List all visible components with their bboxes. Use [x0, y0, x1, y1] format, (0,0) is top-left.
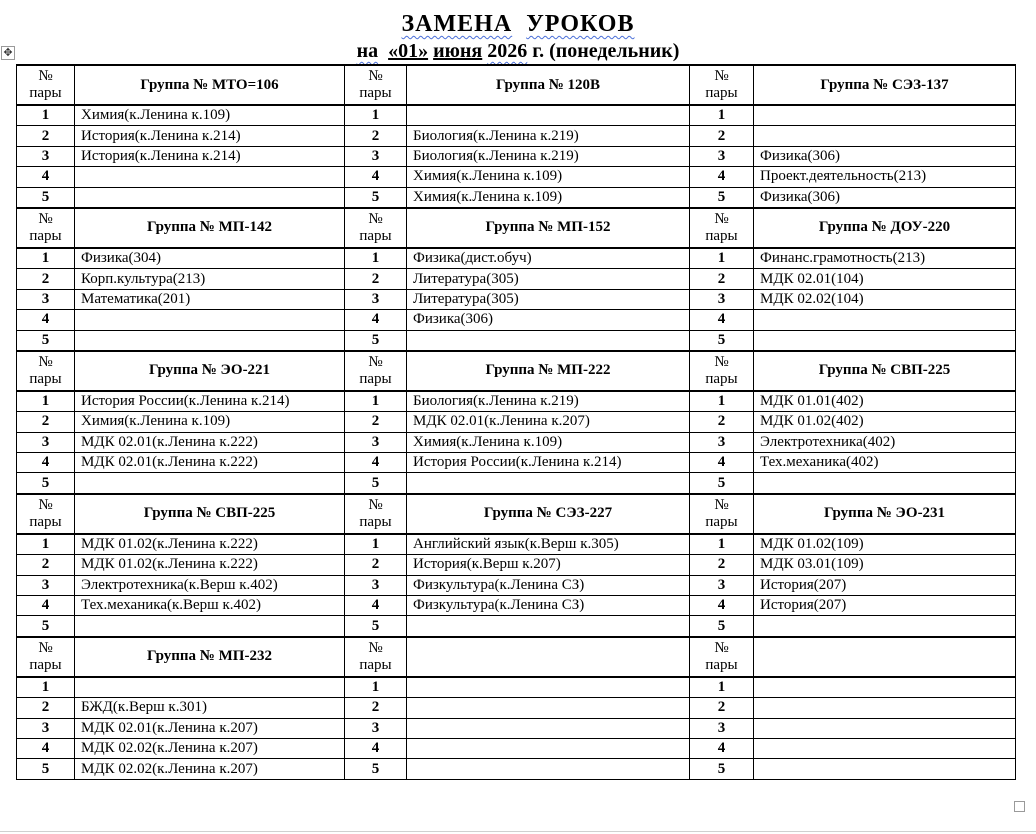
table-row: [17, 698, 1016, 718]
pair-number-header: [17, 65, 75, 105]
pair-number-label: пары: [705, 513, 738, 530]
pair-number: 1: [690, 677, 754, 698]
pair-number-label: №: [714, 353, 729, 370]
table-row: [17, 146, 1016, 166]
group-title: Группа № ЭО-221: [75, 351, 345, 391]
pair-number: 4: [17, 596, 75, 616]
pair-number: 1: [345, 534, 407, 555]
pair-number: 5: [17, 759, 75, 779]
lesson-cell: Физика(306): [407, 310, 690, 330]
lesson-cell: МДК 01.02(к.Ленина к.222): [75, 534, 345, 555]
table-row: [17, 596, 1016, 616]
group-header-row: [17, 208, 1016, 248]
pair-number: 2: [690, 412, 754, 432]
lesson-cell: Корп.культура(213): [75, 269, 345, 289]
lesson-cell: Тех.механика(402): [754, 453, 1016, 473]
group-title: Группа № ЭО-231: [754, 494, 1016, 534]
lesson-cell: [407, 473, 690, 494]
lesson-cell: [407, 718, 690, 738]
pair-number-header: [345, 494, 407, 534]
pair-number-label: пары: [359, 227, 392, 244]
pair-number: 4: [17, 738, 75, 758]
table-row: [17, 167, 1016, 187]
pair-number: 2: [17, 126, 75, 146]
pair-number-label: №: [714, 639, 729, 656]
table-row: [17, 432, 1016, 452]
lesson-cell: МДК 02.01(к.Ленина к.207): [407, 412, 690, 432]
title-word-2: УРОКОВ: [526, 11, 635, 37]
lesson-cell: [407, 738, 690, 758]
group-header-row: [17, 494, 1016, 534]
lesson-cell: Биология(к.Ленина к.219): [407, 126, 690, 146]
pair-number: 3: [690, 432, 754, 452]
lesson-cell: МДК 02.02(к.Ленина к.207): [75, 759, 345, 779]
pair-number-header: [690, 637, 754, 677]
lesson-cell: МДК 01.01(402): [754, 391, 1016, 412]
lesson-cell: МДК 02.02(к.Ленина к.207): [75, 738, 345, 758]
pair-number-header: [17, 208, 75, 248]
table-row: [17, 738, 1016, 758]
lesson-cell: Литература(305): [407, 289, 690, 309]
table-row: [17, 105, 1016, 126]
pair-number: 3: [17, 289, 75, 309]
pair-number-label: пары: [29, 227, 62, 244]
group-title: Группа № МП-142: [75, 208, 345, 248]
resize-handle-icon[interactable]: [1014, 801, 1025, 812]
pair-number-label: №: [368, 68, 383, 84]
lesson-cell: МДК 01.02(109): [754, 534, 1016, 555]
pair-number-label: пары: [705, 227, 738, 244]
pair-number: 4: [17, 167, 75, 187]
pair-number: 5: [17, 187, 75, 208]
pair-number: 2: [690, 555, 754, 575]
pair-number: 2: [690, 698, 754, 718]
lesson-cell: [754, 718, 1016, 738]
pair-number-label: №: [368, 496, 383, 513]
pair-number-label: №: [38, 639, 53, 656]
pair-number: 4: [17, 453, 75, 473]
pair-number: 5: [690, 473, 754, 494]
lesson-cell: [754, 738, 1016, 758]
pair-number: 5: [690, 616, 754, 637]
group-title: Группа № СВП-225: [75, 494, 345, 534]
lesson-cell: Электротехника(к.Верш к.402): [75, 575, 345, 595]
pair-number: 1: [345, 391, 407, 412]
lesson-cell: Физика(304): [75, 248, 345, 269]
lesson-cell: Финанс.грамотность(213): [754, 248, 1016, 269]
pair-number: 5: [17, 616, 75, 637]
pair-number: 3: [690, 575, 754, 595]
table-row: [17, 534, 1016, 555]
lesson-cell: История(207): [754, 575, 1016, 595]
pair-number-label: пары: [29, 370, 62, 387]
pair-number: 2: [690, 126, 754, 146]
pair-number: 4: [690, 738, 754, 758]
pair-number: 5: [690, 187, 754, 208]
subtitle-year: 2026: [487, 40, 528, 62]
group-header-row: [17, 637, 1016, 677]
lesson-cell: [407, 105, 690, 126]
group-title: Группа № СЭЗ-137: [754, 65, 1016, 105]
lesson-cell: Химия(к.Ленина к.109): [75, 412, 345, 432]
pair-number: 5: [345, 616, 407, 637]
lesson-cell: История России(к.Ленина к.214): [75, 391, 345, 412]
lesson-cell: Физика(306): [754, 187, 1016, 208]
pair-number: 2: [17, 412, 75, 432]
pair-number: 4: [690, 596, 754, 616]
pair-number-label: №: [368, 639, 383, 656]
lesson-cell: Математика(201): [75, 289, 345, 309]
subtitle-rest: г. (понедельник): [532, 40, 680, 62]
pair-number: 3: [345, 575, 407, 595]
pair-number: 2: [345, 555, 407, 575]
table-row: [17, 677, 1016, 698]
lesson-cell: [407, 698, 690, 718]
pair-number: 3: [345, 718, 407, 738]
document-title: [0, 10, 1036, 38]
pair-number-label: пары: [29, 656, 62, 673]
pair-number: 4: [345, 596, 407, 616]
pair-number: 2: [345, 698, 407, 718]
table-row: [17, 391, 1016, 412]
pair-number-label: пары: [29, 85, 62, 101]
pair-number: 5: [345, 473, 407, 494]
table-row: [17, 330, 1016, 351]
lesson-cell: Химия(к.Ленина к.109): [75, 105, 345, 126]
lesson-cell: Биология(к.Ленина к.219): [407, 146, 690, 166]
lesson-cell: Электротехника(402): [754, 432, 1016, 452]
table-row: [17, 575, 1016, 595]
pair-number-header: [17, 637, 75, 677]
pair-number-label: №: [368, 210, 383, 227]
pair-number-label: №: [368, 353, 383, 370]
pair-number: 1: [17, 248, 75, 269]
pair-number-label: №: [38, 210, 53, 227]
pair-number-label: пары: [705, 85, 738, 101]
group-title: Группа № МТО=106: [75, 65, 345, 105]
lesson-cell: МДК 02.01(к.Ленина к.222): [75, 432, 345, 452]
lesson-cell: МДК 01.02(к.Ленина к.222): [75, 555, 345, 575]
pair-number: 4: [17, 310, 75, 330]
subtitle-month: июня: [433, 40, 483, 62]
table-row: [17, 759, 1016, 779]
lesson-cell: БЖД(к.Верш к.301): [75, 698, 345, 718]
pair-number: 4: [345, 738, 407, 758]
pair-number: 1: [690, 105, 754, 126]
group-title: Группа № МП-232: [75, 637, 345, 677]
pair-number-header: [345, 637, 407, 677]
lesson-cell: Химия(к.Ленина к.109): [407, 187, 690, 208]
table-row: [17, 126, 1016, 146]
pair-number-header: [345, 208, 407, 248]
lesson-cell: [75, 677, 345, 698]
lesson-cell: [75, 310, 345, 330]
pair-number-header: [690, 65, 754, 105]
lesson-cell: Химия(к.Ленина к.109): [407, 432, 690, 452]
group-header-row: [17, 65, 1016, 105]
pair-number: 3: [17, 432, 75, 452]
group-title: [754, 637, 1016, 677]
lesson-cell: [754, 698, 1016, 718]
table-row: [17, 555, 1016, 575]
table-row: [17, 718, 1016, 738]
group-title: Группа № МП-152: [407, 208, 690, 248]
lesson-cell: [75, 473, 345, 494]
pair-number: 1: [345, 248, 407, 269]
pair-number-label: пары: [359, 370, 392, 387]
lesson-cell: Химия(к.Ленина к.109): [407, 167, 690, 187]
pair-number: 5: [345, 330, 407, 351]
pair-number: 3: [345, 146, 407, 166]
lesson-cell: История(207): [754, 596, 1016, 616]
pair-number: 4: [345, 453, 407, 473]
pair-number-label: пары: [359, 85, 392, 101]
pair-number: 2: [17, 555, 75, 575]
table-row: [17, 453, 1016, 473]
pair-number: 1: [690, 248, 754, 269]
pair-number: 5: [690, 330, 754, 351]
group-title: Группа № ДОУ-220: [754, 208, 1016, 248]
group-title: Группа № МП-222: [407, 351, 690, 391]
lesson-cell: Английский язык(к.Верш к.305): [407, 534, 690, 555]
pair-number-header: [690, 494, 754, 534]
pair-number: 1: [17, 534, 75, 555]
lesson-cell: История(к.Верш к.207): [407, 555, 690, 575]
lesson-cell: [754, 126, 1016, 146]
pair-number-header: [17, 494, 75, 534]
pair-number-header: [690, 208, 754, 248]
pair-number: 2: [690, 269, 754, 289]
pair-number: 1: [345, 677, 407, 698]
lesson-cell: [754, 759, 1016, 779]
pair-number-header: [17, 351, 75, 391]
group-title: Группа № СЭЗ-227: [407, 494, 690, 534]
pair-number: 2: [17, 269, 75, 289]
lesson-cell: Проект.деятельность(213): [754, 167, 1016, 187]
table-row: [17, 248, 1016, 269]
subtitle-na: на: [356, 40, 379, 62]
lesson-cell: Физкультура(к.Ленина СЗ): [407, 575, 690, 595]
pair-number: 1: [690, 391, 754, 412]
pair-number: 5: [345, 759, 407, 779]
lesson-cell: Физика(306): [754, 146, 1016, 166]
lesson-cell: [75, 616, 345, 637]
pair-number-label: пары: [359, 513, 392, 530]
lesson-cell: МДК 02.02(104): [754, 289, 1016, 309]
pair-number: 1: [17, 391, 75, 412]
lesson-cell: [75, 167, 345, 187]
pair-number: 2: [345, 269, 407, 289]
page-edge: [0, 831, 1036, 832]
lesson-cell: [407, 677, 690, 698]
lesson-cell: [754, 677, 1016, 698]
pair-number: 3: [690, 289, 754, 309]
document-subtitle: [0, 39, 1036, 63]
pair-number: 2: [17, 698, 75, 718]
lesson-cell: МДК 01.02(402): [754, 412, 1016, 432]
lesson-cell: Тех.механика(к.Верш к.402): [75, 596, 345, 616]
pair-number: 3: [690, 146, 754, 166]
pair-number: 1: [17, 677, 75, 698]
lesson-cell: [754, 310, 1016, 330]
pair-number: 3: [17, 575, 75, 595]
pair-number: 3: [345, 432, 407, 452]
pair-number: 5: [17, 473, 75, 494]
pair-number-label: пары: [29, 513, 62, 530]
pair-number-label: пары: [705, 656, 738, 673]
pair-number-header: [345, 351, 407, 391]
pair-number: 3: [17, 718, 75, 738]
pair-number: 2: [345, 126, 407, 146]
pair-number: 5: [345, 187, 407, 208]
lesson-cell: История России(к.Ленина к.214): [407, 453, 690, 473]
pair-number: 1: [17, 105, 75, 126]
subtitle-date: «01»: [388, 40, 429, 62]
group-title: Группа № 120В: [407, 65, 690, 105]
lesson-cell: [407, 330, 690, 351]
pair-number-label: пары: [359, 656, 392, 673]
pair-number: 2: [345, 412, 407, 432]
lesson-cell: МДК 02.01(к.Ленина к.222): [75, 453, 345, 473]
lesson-cell: История(к.Ленина к.214): [75, 126, 345, 146]
table-row: [17, 269, 1016, 289]
move-icon[interactable]: ✥: [1, 46, 15, 60]
pair-number: 1: [345, 105, 407, 126]
pair-number: 5: [17, 330, 75, 351]
lesson-cell: Биология(к.Ленина к.219): [407, 391, 690, 412]
pair-number: 3: [17, 146, 75, 166]
table-row: [17, 289, 1016, 309]
pair-number-label: №: [714, 210, 729, 227]
lesson-cell: [75, 330, 345, 351]
title-word-1: ЗАМЕНА: [401, 11, 513, 37]
pair-number-label: пары: [705, 370, 738, 387]
lesson-cell: [407, 759, 690, 779]
pair-number-header: [690, 351, 754, 391]
lesson-cell: МДК 02.01(104): [754, 269, 1016, 289]
table-row: [17, 187, 1016, 208]
lesson-cell: Физкультура(к.Ленина СЗ): [407, 596, 690, 616]
pair-number-label: №: [714, 496, 729, 513]
pair-number: 3: [690, 718, 754, 738]
lesson-cell: Литература(305): [407, 269, 690, 289]
lesson-cell: МДК 03.01(109): [754, 555, 1016, 575]
group-title: Группа № СВП-225: [754, 351, 1016, 391]
lesson-cell: [754, 330, 1016, 351]
lesson-cell: МДК 02.01(к.Ленина к.207): [75, 718, 345, 738]
lesson-cell: [75, 187, 345, 208]
pair-number: 4: [690, 453, 754, 473]
pair-number-header: [345, 65, 407, 105]
lesson-cell: [754, 616, 1016, 637]
schedule-table: [16, 64, 1016, 780]
lesson-cell: [754, 105, 1016, 126]
pair-number: 1: [690, 534, 754, 555]
lesson-cell: [754, 473, 1016, 494]
pair-number-label: №: [38, 496, 53, 513]
pair-number: 4: [690, 167, 754, 187]
pair-number: 4: [345, 310, 407, 330]
group-title: [407, 637, 690, 677]
group-header-row: [17, 351, 1016, 391]
lesson-cell: [407, 616, 690, 637]
table-row: [17, 616, 1016, 637]
pair-number: 3: [345, 289, 407, 309]
pair-number-label: №: [38, 353, 53, 370]
pair-number-label: №: [714, 68, 729, 84]
lesson-cell: Физика(дист.обуч): [407, 248, 690, 269]
table-row: [17, 310, 1016, 330]
pair-number: 4: [690, 310, 754, 330]
pair-number: 4: [345, 167, 407, 187]
table-row: [17, 473, 1016, 494]
pair-number: 5: [690, 759, 754, 779]
lesson-cell: История(к.Ленина к.214): [75, 146, 345, 166]
pair-number-label: №: [38, 68, 53, 84]
table-row: [17, 412, 1016, 432]
